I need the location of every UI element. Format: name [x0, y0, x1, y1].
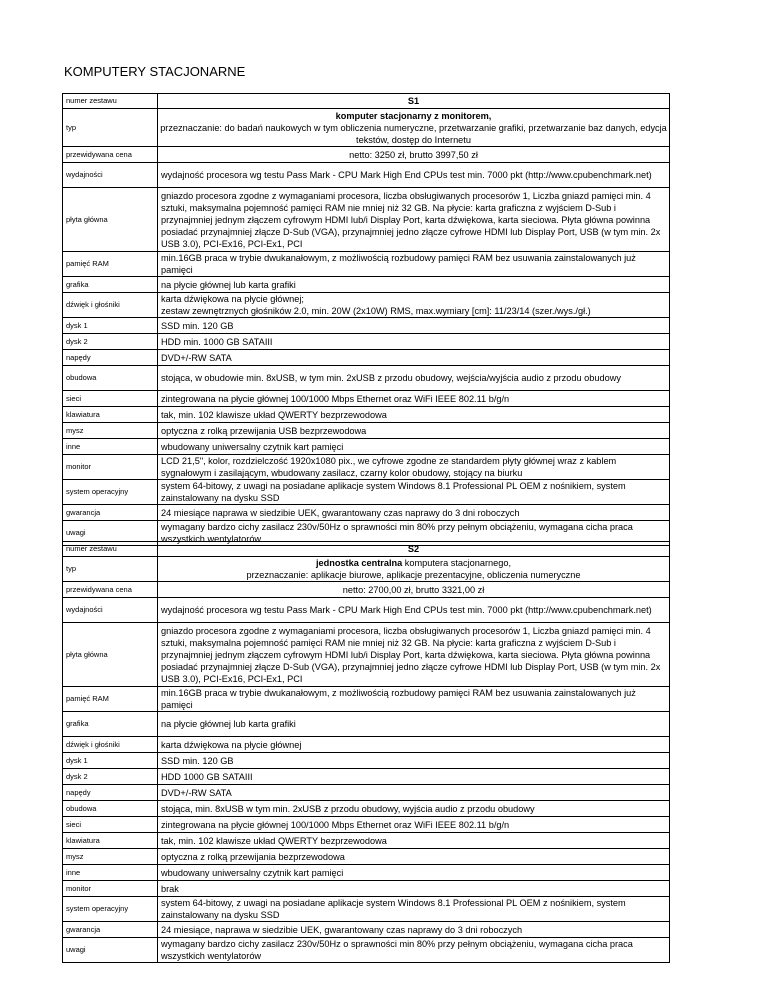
spec-value: min.16GB praca w trybie dwukanałowym, z możliwością rozbudowy pamięci RAM bez usuwania zainstalowanych już pamięci: [158, 252, 670, 277]
spec-value: HDD 1000 GB SATAIII: [158, 769, 670, 785]
type-name: komputer stacjonarny z monitorem,: [335, 110, 492, 121]
spec-value: karta dźwiękowa na płycie głównej; zestaw zewnętrznych głośników 2.0, min. 20W (2x10W) RMS, max.wymiary [cm]: 11/23/14 (szer./wys./gł.): [158, 293, 670, 318]
spec-row: [63, 557, 670, 582]
spec-row: [63, 147, 670, 163]
spec-value: SSD min. 120 GB: [158, 753, 670, 769]
spec-row: [63, 455, 670, 480]
spec-label: monitor: [63, 455, 158, 480]
spec-row: [63, 938, 670, 963]
spec-row: [63, 252, 670, 277]
spec-value: wbudowany uniwersalny czytnik kart pamięci: [158, 865, 670, 881]
spec-table-s2: [62, 541, 670, 963]
spec-row: [63, 582, 670, 598]
spec-value: wymagany bardzo cichy zasilacz 230v/50Hz o sprawności min 80% przy pełnym obciążeniu, wymagana cicha praca wszystkich wentylatorów: [158, 938, 670, 963]
spec-value: wbudowany uniwersalny czytnik kart pamięci: [158, 439, 670, 455]
spec-value: 24 miesiące, naprawa w siedzibie UEK, gwarantowany czas naprawy do 3 dni roboczych: [158, 922, 670, 938]
spec-value: S2: [158, 542, 670, 557]
spec-row: [63, 542, 670, 557]
spec-label: klawiatura: [63, 407, 158, 423]
spec-value: tak, min. 102 klawisze układ QWERTY bezprzewodowa: [158, 833, 670, 849]
spec-label: pamięć RAM: [63, 687, 158, 712]
spec-row: [63, 350, 670, 366]
spec-label: uwagi: [63, 521, 158, 546]
spec-row: [63, 753, 670, 769]
spec-row: [63, 598, 670, 623]
spec-row: [63, 801, 670, 817]
spec-row: [63, 277, 670, 293]
spec-row: [63, 922, 670, 938]
spec-row: [63, 849, 670, 865]
spec-value: gniazdo procesora zgodne z wymaganiami procesora, liczba obsługiwanych procesorów 1, Liczba gniazd pamięci min. 4 sztuki, maksymalna pojemność pamięci RAM nie mniej niż 32 GB. Na płycie: karta graficzna z wyjściem D-Sub i przynajmniej jednym złączem cyfrowym HDMI lub/i Display Port, karta dźwiękowa, karta sieciowa. Płyta główna powinna posiadać przynajmniej złącze D-Sub (VGA), przynajmniej jedno złącze cyfrowe HDMI lub Display Port, USB (w tym min. 2x USB 3.0), PCI-Ex16, PCI-Ex1, PCI: [158, 188, 670, 252]
spec-label: grafika: [63, 712, 158, 737]
spec-value: 24 miesiące naprawa w siedzibie UEK, gwarantowany czas naprawy do 3 dni roboczych: [158, 505, 670, 521]
spec-value: tak, min. 102 klawisze układ QWERTY bezprzewodowa: [158, 407, 670, 423]
spec-label: obudowa: [63, 366, 158, 391]
spec-row: [63, 881, 670, 897]
spec-value: karta dźwiękowa na płycie głównej: [158, 737, 670, 753]
spec-value: stojąca, min. 8xUSB w tym min. 2xUSB z przodu obudowy, wyjścia audio z przodu obudowy: [158, 801, 670, 817]
spec-label: uwagi: [63, 938, 158, 963]
spec-row: [63, 897, 670, 922]
spec-row: [63, 817, 670, 833]
spec-label: wydajności: [63, 163, 158, 188]
spec-value: system 64-bitowy, z uwagi na posiadane aplikacje system Windows 8.1 Professional PL OEM z nośnikiem, system zainstalowany na dysku SSD: [158, 897, 670, 922]
spec-label: numer zestawu: [63, 94, 158, 109]
spec-value: [158, 109, 670, 147]
spec-row: [63, 865, 670, 881]
spec-label: monitor: [63, 881, 158, 897]
spec-value: wydajność procesora wg testu Pass Mark - CPU Mark High End CPUs test min. 7000 pkt (http://www.cpubenchmark.net): [158, 163, 670, 188]
spec-value: na płycie głównej lub karta grafiki: [158, 712, 670, 737]
spec-value: optyczna z rolką przewijania USB bezprzewodowa: [158, 423, 670, 439]
spec-label: klawiatura: [63, 833, 158, 849]
spec-row: [63, 833, 670, 849]
type-purpose: przeznaczanie: do badań naukowych w tym obliczenia numeryczne, przetwarzanie grafiki, przetwarzanie baz danych, edycja tekstów, dostęp do Internetu: [160, 122, 667, 145]
spec-row: [63, 407, 670, 423]
spec-label: inne: [63, 439, 158, 455]
spec-value: DVD+/-RW SATA: [158, 350, 670, 366]
spec-row: [63, 769, 670, 785]
spec-value: SSD min. 120 GB: [158, 318, 670, 334]
spec-label: sieci: [63, 817, 158, 833]
spec-value: optyczna z rolką przewijania bezprzewodowa: [158, 849, 670, 865]
spec-label: gwarancja: [63, 922, 158, 938]
spec-label: przewidywana cena: [63, 147, 158, 163]
spec-label: system operacyjny: [63, 897, 158, 922]
spec-value: na płycie głównej lub karta grafiki: [158, 277, 670, 293]
spec-row: [63, 623, 670, 687]
spec-row: [63, 505, 670, 521]
spec-row: [63, 687, 670, 712]
spec-label: typ: [63, 557, 158, 582]
spec-value: system 64-bitowy, z uwagi na posiadane aplikacje system Windows 8.1 Professional PL OEM z nośnikiem, system zainstalowany na dysku SSD: [158, 480, 670, 505]
spec-label: inne: [63, 865, 158, 881]
spec-label: system operacyjny: [63, 480, 158, 505]
spec-label: dźwięk i głośniki: [63, 737, 158, 753]
spec-label: grafika: [63, 277, 158, 293]
spec-label: dźwięk i głośniki: [63, 293, 158, 318]
spec-label: obudowa: [63, 801, 158, 817]
type-name: jednostka centralna: [315, 558, 403, 568]
spec-label: dysk 1: [63, 318, 158, 334]
spec-row: [63, 423, 670, 439]
spec-value: gniazdo procesora zgodne z wymaganiami procesora, liczba obsługiwanych procesorów 1, Liczba gniazd pamięci min. 4 sztuki, maksymalna pojemność pamięci RAM nie mniej niż 32 GB. Na płycie: karta graficzna z wyjściem D-Sub i przynajmniej jednym złączem cyfrowym HDMI lub/i Display Port, karta dźwiękowa, karta sieciowa. Płyta główna powinna posiadać przynajmniej złącze D-Sub (VGA), przynajmniej jedno złącze cyfrowe HDMI lub Display Port, USB (w tym min. 2x USB 3.0), PCI-Ex16, PCI-Ex1, PCI: [158, 623, 670, 687]
spec-value: LCD 21,5", kolor, rozdzielczość 1920x1080 pix., we cyfrowe zgodne ze standardem płyty głównej wraz z kablem sygnałowym i zasilającym, wbudowany zasilacz, czarny kolor obudowy, stojący na biurku: [158, 455, 670, 480]
spec-label: mysz: [63, 423, 158, 439]
spec-value: netto: 3250 zł, brutto 3997,50 zł: [158, 147, 670, 163]
spec-label: napędy: [63, 350, 158, 366]
spec-label: przewidywana cena: [63, 582, 158, 598]
spec-value: [158, 557, 670, 582]
spec-label: mysz: [63, 849, 158, 865]
spec-row: [63, 188, 670, 252]
page-title: KOMPUTERY STACJONARNE: [64, 64, 246, 79]
spec-label: pamięć RAM: [63, 252, 158, 277]
spec-value: zintegrowana na płycie głównej 100/1000 Mbps Ethernet oraz WiFi IEEE 802.11 b/g/n: [158, 817, 670, 833]
type-purpose: przeznaczanie: aplikacje biurowe, aplikacje prezentacyjne, obliczenia numeryczne: [246, 570, 581, 580]
spec-row: [63, 293, 670, 318]
spec-value: wymagany bardzo cichy zasilacz 230v/50Hz o sprawności min 80% przy pełnym obciążeniu, wymagana cicha praca wszystkich wentylatorów: [158, 521, 670, 546]
spec-value: S1: [158, 94, 670, 109]
spec-label: płyta główna: [63, 188, 158, 252]
spec-row: [63, 366, 670, 391]
spec-row: [63, 163, 670, 188]
spec-value: brak: [158, 881, 670, 897]
spec-value: HDD min. 1000 GB SATAIII: [158, 334, 670, 350]
spec-label: płyta główna: [63, 623, 158, 687]
spec-label: sieci: [63, 391, 158, 407]
spec-row: [63, 439, 670, 455]
spec-row: [63, 334, 670, 350]
spec-value: DVD+/-RW SATA: [158, 785, 670, 801]
spec-value: min.16GB praca w trybie dwukanałowym, z możliwością rozbudowy pamięci RAM bez usuwania zainstalowanych już pamięci: [158, 687, 670, 712]
spec-row: [63, 318, 670, 334]
spec-label: dysk 2: [63, 334, 158, 350]
spec-row: [63, 737, 670, 753]
spec-label: numer zestawu: [63, 542, 158, 557]
spec-row: [63, 109, 670, 147]
spec-row: [63, 712, 670, 737]
spec-label: gwarancja: [63, 505, 158, 521]
spec-label: dysk 1: [63, 753, 158, 769]
spec-label: wydajności: [63, 598, 158, 623]
type-name-tail: komputera stacjonarnego,: [402, 558, 512, 568]
spec-value: netto: 2700,00 zł, brutto 3321,00 zł: [158, 582, 670, 598]
spec-value: stojąca, w obudowie min. 8xUSB, w tym min. 2xUSB z przodu obudowy, wejścia/wyjścia audio z przodu obudowy: [158, 366, 670, 391]
spec-row: [63, 785, 670, 801]
spec-table-s1: [62, 93, 670, 546]
spec-label: dysk 2: [63, 769, 158, 785]
spec-row: [63, 480, 670, 505]
spec-row: [63, 94, 670, 109]
spec-value: wydajność procesora wg testu Pass Mark - CPU Mark High End CPUs test min. 7000 pkt (http://www.cpubenchmark.net): [158, 598, 670, 623]
spec-label: napędy: [63, 785, 158, 801]
spec-row: [63, 391, 670, 407]
spec-value: zintegrowana na płycie głównej 100/1000 Mbps Ethernet oraz WiFi IEEE 802.11 b/g/n: [158, 391, 670, 407]
spec-label: typ: [63, 109, 158, 147]
